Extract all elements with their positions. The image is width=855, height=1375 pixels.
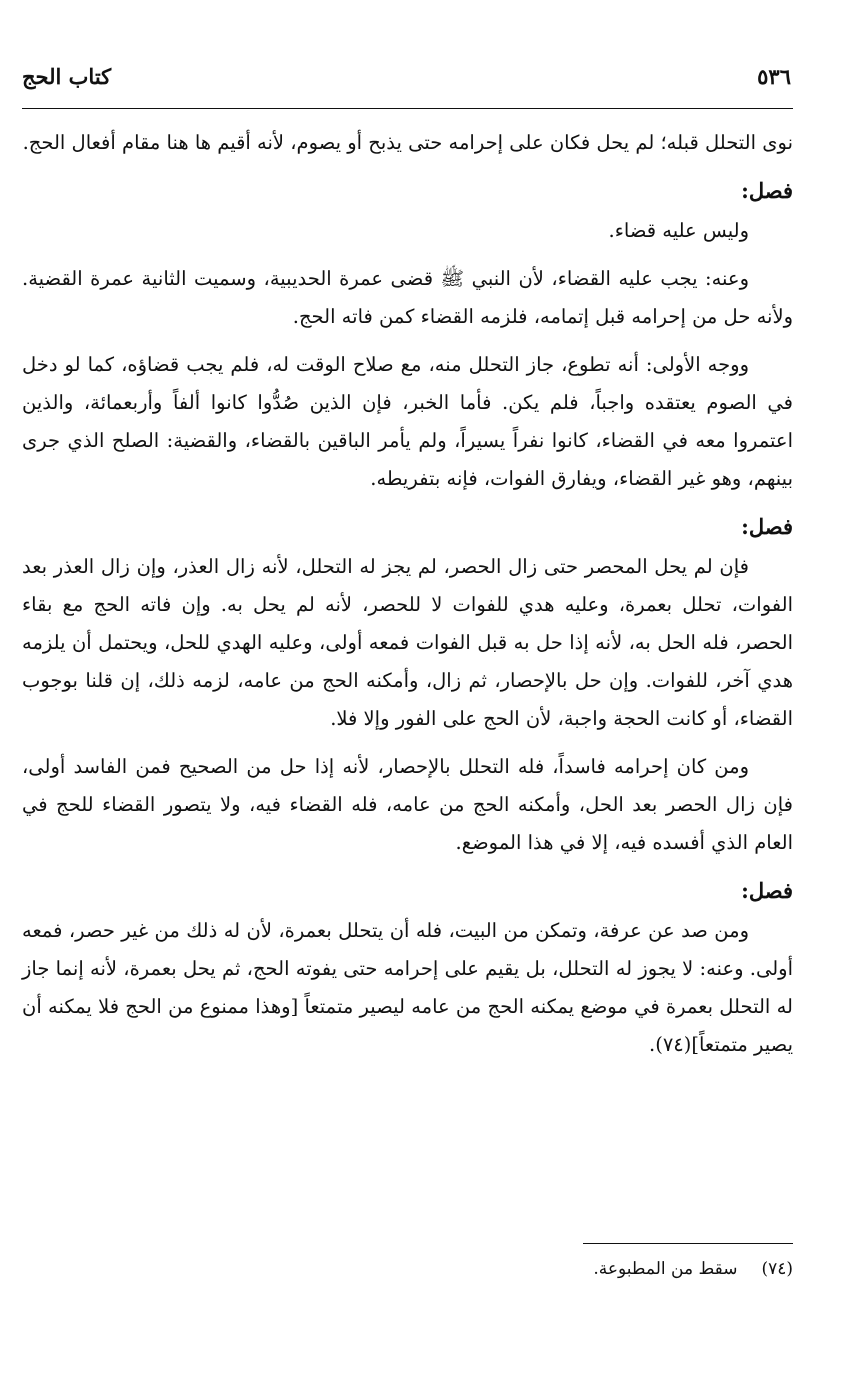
header-divider bbox=[22, 108, 793, 109]
footnote bbox=[22, 1254, 793, 1284]
paragraph-9: ومن صد عن عرفة، وتمكن من البيت، فله أن يتحلل بعمرة، لأن له ذلك من غير حصر، فمعه أولى. وعنه: لا يجوز له التحلل، بل يقيم على إحرامه حتى يفوته الحج، ثم يحل بعمرة، لأنه إنما جاز له التحلل بعمرة في موضع يمكنه الحج من عامه ليصير متمتعاً [وهذا ممنوع من الحج فلا يمكنه أن يصير متمتعاً](٧٤). bbox=[22, 919, 793, 1056]
running-title: كتاب الحج bbox=[22, 64, 112, 89]
section-heading: فصل: bbox=[741, 178, 793, 203]
paragraph-0: نوى التحلل قبله؛ لم يحل فكان على إحرامه حتى يذبح أو يصوم، لأنه أقيم ها هنا مقام أفعال الحج. bbox=[22, 131, 793, 154]
section-heading: فصل: bbox=[741, 878, 793, 903]
paragraph-6: فإن لم يحل المحصر حتى زال الحصر، لم يجز له التحلل، لأنه زال العذر، وإن زال العذر بعد الفوات، تحلل بعمرة، وعليه هدي للفوات لا للحصر، لأنه لم يحل به. وإن فاته الحج مع بقاء الحصر، فله الحل به، لأنه إذا حل به قبل الفوات فمعه أولى، وعليه الهدي للحل، ويحتمل أن يلزمه هدي آخر، للفوات. وإن حل بالإحصار، ثم زال، وأمكنه الحج من عامه، لزمه ذلك، إن قلنا بوجوب القضاء، أو كانت الحجة واجبة، لأن الحج على الفور وإلا فلا. bbox=[22, 555, 793, 730]
book-page bbox=[22, 0, 793, 1375]
page-header bbox=[22, 60, 793, 96]
page-body bbox=[22, 124, 793, 1074]
footnote-marker: (٧٤) bbox=[761, 1259, 793, 1279]
footnote-divider bbox=[583, 1243, 793, 1244]
paragraph-4: ووجه الأولى: أنه تطوع، جاز التحلل منه، مع صلاح الوقت له، فلم يجب قضاؤه، كما لو دخل في الصوم يعتقده واجباً، فلم يكن. فأما الخبر، فإن الذين صُدُّوا كانوا ألفاً وأربعمائة، والذين اعتمروا معه في القضاء، كانوا نفراً يسيراً، ولم يأمر الباقين بالقضاء، والقضية: الصلح الذي جرى بينهم، وهو غير القضاء، ويفارق الفوات، فإنه بتفريطه. bbox=[22, 353, 793, 490]
paragraph-7: ومن كان إحرامه فاسداً، فله التحلل بالإحصار، لأنه إذا حل من الصحيح فمن الفاسد أولى، فإن زال الحصر بعد الحل، وأمكنه الحج من عامه، فله القضاء فيه، ولا يتصور القضاء للحج في العام الذي أفسده فيه، إلا في هذا الموضع. bbox=[22, 755, 793, 854]
paragraph-3: وعنه: يجب عليه القضاء، لأن النبي ﷺ قضى عمرة الحديبية، وسميت الثانية عمرة القضية. ولأنه حل من إحرامه قبل إتمامه، فلزمه القضاء كمن فاته الحج. bbox=[22, 267, 793, 328]
page-number: ٥٣٦ bbox=[757, 64, 791, 89]
footnote-text: سقط من المطبوعة. bbox=[593, 1259, 738, 1279]
section-heading: فصل: bbox=[741, 514, 793, 539]
paragraph-2: وليس عليه قضاء. bbox=[608, 219, 749, 242]
